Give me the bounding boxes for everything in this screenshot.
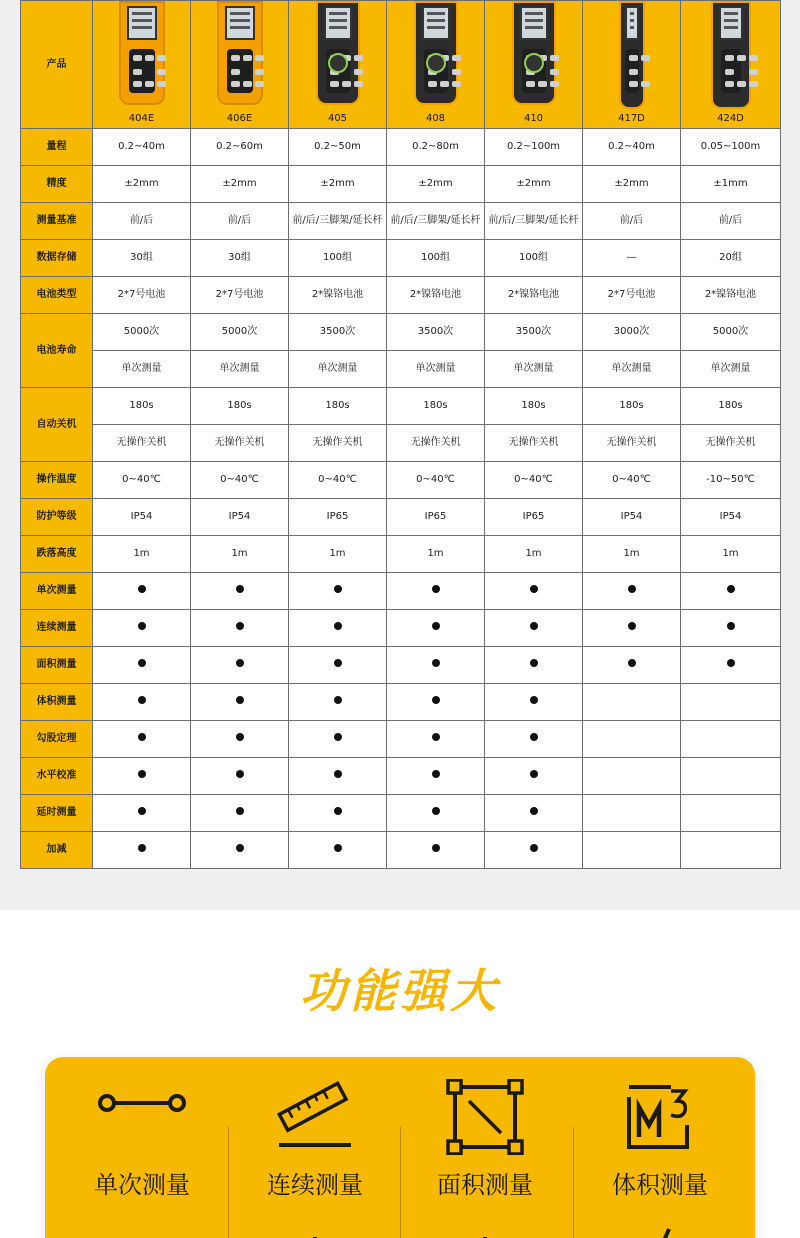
spec-cell: 0.2~40m xyxy=(583,129,681,166)
feature-label: 面积测量 xyxy=(437,1171,533,1199)
model-name: 404E xyxy=(128,113,155,124)
spec-cell: 单次测量 xyxy=(93,351,191,388)
feature-cell xyxy=(93,610,191,647)
device-keypad xyxy=(721,49,741,93)
supported-dot-icon xyxy=(432,733,440,741)
spec-cell: 0~40℃ xyxy=(191,462,289,499)
feature-label: 连续测量 xyxy=(267,1171,363,1199)
supported-dot-icon xyxy=(432,585,440,593)
feature-volume xyxy=(575,1057,745,1238)
spec-cell: 0~40℃ xyxy=(93,462,191,499)
spec-cell: 3500次 xyxy=(289,314,387,351)
supported-dot-icon xyxy=(530,659,538,667)
supported-dot-icon xyxy=(727,659,735,667)
supported-dot-icon xyxy=(334,844,342,852)
supported-dot-icon xyxy=(530,696,538,704)
feature-cell xyxy=(681,647,781,684)
supported-dot-icon xyxy=(138,696,146,704)
spec-cell: IP54 xyxy=(583,499,681,536)
spec-cell: 单次测量 xyxy=(191,351,289,388)
spec-cell: 1m xyxy=(93,536,191,573)
spec-cell: 单次测量 xyxy=(583,351,681,388)
supported-dot-icon xyxy=(236,659,244,667)
device-keypad xyxy=(129,49,155,93)
device-screen xyxy=(127,6,157,40)
volume-m3-icon xyxy=(625,1083,695,1153)
row-label: 量程 xyxy=(21,129,93,166)
supported-dot-icon xyxy=(432,696,440,704)
row-label: 操作温度 xyxy=(21,462,93,499)
spec-cell: — xyxy=(583,240,681,277)
feature-cell xyxy=(583,758,681,795)
device-keypad xyxy=(625,49,639,93)
feature-cell xyxy=(583,684,681,721)
feature-cell xyxy=(289,758,387,795)
feature-cell xyxy=(191,573,289,610)
spec-cell: 1m xyxy=(583,536,681,573)
spec-cell: 0.2~50m xyxy=(289,129,387,166)
feature-cell xyxy=(387,758,485,795)
spec-cell: 3000次 xyxy=(583,314,681,351)
device-button-ring xyxy=(524,53,544,73)
model-name: 405 xyxy=(327,113,348,124)
spec-cell: 单次测量 xyxy=(681,351,781,388)
model-name: 424D xyxy=(717,113,744,124)
supported-dot-icon xyxy=(432,622,440,630)
spec-cell: 0.2~100m xyxy=(485,129,583,166)
spec-cell: 2*7号电池 xyxy=(191,277,289,314)
row-label: 连续测量 xyxy=(21,610,93,647)
feature-single xyxy=(57,1057,227,1238)
model-name: 406E xyxy=(226,113,253,124)
spec-cell: IP54 xyxy=(93,499,191,536)
feature-cell xyxy=(289,832,387,869)
feature-cell xyxy=(583,795,681,832)
spec-cell: 0~40℃ xyxy=(289,462,387,499)
spec-cell: 3500次 xyxy=(485,314,583,351)
spec-cell: 1m xyxy=(681,536,781,573)
supported-dot-icon xyxy=(236,807,244,815)
model-name: 408 xyxy=(425,113,446,124)
row-label: 加减 xyxy=(21,832,93,869)
feature-cell xyxy=(485,610,583,647)
spec-cell: 1m xyxy=(387,536,485,573)
device-screen xyxy=(625,6,639,40)
spec-cell: 100组 xyxy=(387,240,485,277)
device-button-ring xyxy=(328,53,348,73)
feature-cell xyxy=(191,758,289,795)
laser-meter-image xyxy=(512,1,556,105)
feature-cell xyxy=(289,721,387,758)
spec-cell: 前/后 xyxy=(583,203,681,240)
row-label: 精度 xyxy=(21,166,93,203)
spec-cell: ±2mm xyxy=(289,166,387,203)
spec-cell: 100组 xyxy=(289,240,387,277)
supported-dot-icon xyxy=(530,622,538,630)
spec-cell: ±2mm xyxy=(485,166,583,203)
supported-dot-icon xyxy=(334,807,342,815)
spec-cell: 1m xyxy=(191,536,289,573)
supported-dot-icon xyxy=(530,733,538,741)
spec-cell: 2*镍铬电池 xyxy=(681,277,781,314)
spec-cell: 0.05~100m xyxy=(681,129,781,166)
feature-cell xyxy=(485,684,583,721)
laser-meter-image xyxy=(217,1,263,105)
feature-cell xyxy=(93,684,191,721)
feature-cell xyxy=(583,647,681,684)
spec-cell: 5000次 xyxy=(93,314,191,351)
product-cell xyxy=(191,1,289,129)
device-screen xyxy=(225,6,255,40)
row-label: 水平校准 xyxy=(21,758,93,795)
supported-dot-icon xyxy=(138,807,146,815)
spec-cell: 5000次 xyxy=(191,314,289,351)
product-cell xyxy=(93,1,191,129)
spec-cell: 100组 xyxy=(485,240,583,277)
feature-cell xyxy=(485,758,583,795)
laser-meter-image xyxy=(619,1,645,109)
feature-cell xyxy=(289,684,387,721)
single-measure-icon xyxy=(97,1083,187,1123)
feature-cell xyxy=(289,647,387,684)
spec-cell: 无操作关机 xyxy=(289,425,387,462)
device-screen xyxy=(520,6,548,40)
spec-cell: 0~40℃ xyxy=(583,462,681,499)
feature-cell xyxy=(681,721,781,758)
spec-cell: 180s xyxy=(289,388,387,425)
spec-cell: 无操作关机 xyxy=(191,425,289,462)
divider xyxy=(573,1127,574,1238)
feature-cell xyxy=(387,610,485,647)
feature-cell xyxy=(387,721,485,758)
feature-cell xyxy=(583,832,681,869)
feature-cell xyxy=(191,647,289,684)
product-cell xyxy=(387,1,485,129)
feature-cell xyxy=(289,573,387,610)
spec-cell: 5000次 xyxy=(681,314,781,351)
supported-dot-icon xyxy=(236,585,244,593)
supported-dot-icon xyxy=(334,585,342,593)
spec-cell: 1m xyxy=(485,536,583,573)
spec-cell: 无操作关机 xyxy=(681,425,781,462)
supported-dot-icon xyxy=(334,770,342,778)
partial-icon xyxy=(307,1217,327,1238)
spec-cell: 0.2~60m xyxy=(191,129,289,166)
supported-dot-icon xyxy=(530,585,538,593)
supported-dot-icon xyxy=(334,659,342,667)
feature-area xyxy=(400,1057,570,1238)
laser-meter-image xyxy=(119,1,165,105)
spec-cell: 单次测量 xyxy=(387,351,485,388)
supported-dot-icon xyxy=(530,770,538,778)
feature-panel xyxy=(45,1057,755,1238)
spec-cell: 无操作关机 xyxy=(93,425,191,462)
row-label: 延时测量 xyxy=(21,795,93,832)
product-cell xyxy=(485,1,583,129)
spec-cell: ±1mm xyxy=(681,166,781,203)
feature-cell xyxy=(93,758,191,795)
spec-cell: 2*镍铬电池 xyxy=(485,277,583,314)
feature-cell xyxy=(191,795,289,832)
product-cell xyxy=(681,1,781,129)
product-cell xyxy=(289,1,387,129)
row-label: 电池类型 xyxy=(21,277,93,314)
spec-cell: 20组 xyxy=(681,240,781,277)
spec-cell: 无操作关机 xyxy=(583,425,681,462)
feature-label: 体积测量 xyxy=(612,1171,708,1199)
spec-cell: 0.2~80m xyxy=(387,129,485,166)
feature-cell xyxy=(583,721,681,758)
feature-cell xyxy=(387,832,485,869)
supported-dot-icon xyxy=(138,622,146,630)
spec-cell: 2*7号电池 xyxy=(583,277,681,314)
model-name: 417D xyxy=(618,113,645,124)
spec-cell: IP65 xyxy=(485,499,583,536)
spec-cell: 2*镍铬电池 xyxy=(387,277,485,314)
row-label: 自动关机 xyxy=(21,388,93,462)
feature-cell xyxy=(583,610,681,647)
supported-dot-icon xyxy=(432,807,440,815)
device-button-ring xyxy=(426,53,446,73)
feature-cell xyxy=(681,795,781,832)
partial-icon xyxy=(135,1217,165,1238)
spec-cell: 30组 xyxy=(191,240,289,277)
spec-cell: IP54 xyxy=(191,499,289,536)
spec-cell: 前/后/三脚架/延长杆 xyxy=(485,203,583,240)
supported-dot-icon xyxy=(236,844,244,852)
spec-cell: -10~50℃ xyxy=(681,462,781,499)
supported-dot-icon xyxy=(628,622,636,630)
row-label: 电池寿命 xyxy=(21,314,93,388)
spec-cell: IP65 xyxy=(289,499,387,536)
spec-cell: 3500次 xyxy=(387,314,485,351)
supported-dot-icon xyxy=(138,733,146,741)
supported-dot-icon xyxy=(236,696,244,704)
spec-cell: 单次测量 xyxy=(485,351,583,388)
supported-dot-icon xyxy=(628,585,636,593)
divider xyxy=(228,1127,229,1238)
row-label: 测量基准 xyxy=(21,203,93,240)
row-label: 体积测量 xyxy=(21,684,93,721)
spec-cell: 前/后 xyxy=(681,203,781,240)
spec-cell: ±2mm xyxy=(191,166,289,203)
supported-dot-icon xyxy=(530,807,538,815)
spec-cell: 前/后/三脚架/延长杆 xyxy=(387,203,485,240)
spec-cell: 180s xyxy=(191,388,289,425)
spec-cell: 1m xyxy=(289,536,387,573)
spec-cell: IP65 xyxy=(387,499,485,536)
feature-cell xyxy=(93,795,191,832)
partial-icon xyxy=(477,1217,497,1238)
supported-dot-icon xyxy=(334,733,342,741)
spec-cell: 30组 xyxy=(93,240,191,277)
feature-cell xyxy=(93,721,191,758)
feature-cell xyxy=(191,610,289,647)
row-label: 产品 xyxy=(21,1,93,129)
partial-icon xyxy=(647,1217,677,1238)
spec-cell: 前/后/三脚架/延长杆 xyxy=(289,203,387,240)
supported-dot-icon xyxy=(334,696,342,704)
spec-cell: 单次测量 xyxy=(289,351,387,388)
supported-dot-icon xyxy=(432,770,440,778)
row-label: 单次测量 xyxy=(21,573,93,610)
spec-cell: 180s xyxy=(93,388,191,425)
feature-cell xyxy=(289,610,387,647)
feature-cell xyxy=(387,684,485,721)
spec-cell: 180s xyxy=(387,388,485,425)
spec-cell: 2*镍铬电池 xyxy=(289,277,387,314)
feature-cell xyxy=(485,721,583,758)
spec-cell: 180s xyxy=(583,388,681,425)
supported-dot-icon xyxy=(138,770,146,778)
laser-meter-image xyxy=(316,1,360,105)
row-label: 勾股定理 xyxy=(21,721,93,758)
area-icon xyxy=(445,1079,525,1155)
feature-cell xyxy=(681,610,781,647)
laser-meter-image xyxy=(414,1,458,105)
device-screen xyxy=(422,6,450,40)
feature-cell xyxy=(387,795,485,832)
feature-cell xyxy=(681,758,781,795)
spec-cell: 前/后 xyxy=(93,203,191,240)
spec-cell: ±2mm xyxy=(387,166,485,203)
feature-cell xyxy=(289,795,387,832)
spec-cell: 0.2~40m xyxy=(93,129,191,166)
row-label: 防护等级 xyxy=(21,499,93,536)
supported-dot-icon xyxy=(334,622,342,630)
feature-cell xyxy=(93,647,191,684)
device-keypad xyxy=(227,49,253,93)
feature-cell xyxy=(583,573,681,610)
supported-dot-icon xyxy=(236,770,244,778)
device-screen xyxy=(324,6,352,40)
spec-cell: 0~40℃ xyxy=(387,462,485,499)
product-cell xyxy=(583,1,681,129)
spec-table xyxy=(20,0,781,869)
spec-cell: 2*7号电池 xyxy=(93,277,191,314)
row-label: 数据存储 xyxy=(21,240,93,277)
supported-dot-icon xyxy=(628,659,636,667)
device-screen xyxy=(719,6,743,40)
feature-cell xyxy=(191,684,289,721)
feature-cell xyxy=(485,832,583,869)
feature-continuous xyxy=(230,1057,400,1238)
feature-cell xyxy=(681,832,781,869)
spec-cell: ±2mm xyxy=(93,166,191,203)
spec-cell: ±2mm xyxy=(583,166,681,203)
model-name: 410 xyxy=(523,113,544,124)
feature-cell xyxy=(191,832,289,869)
ruler-icon xyxy=(275,1079,355,1149)
supported-dot-icon xyxy=(432,844,440,852)
feature-cell xyxy=(93,573,191,610)
feature-cell xyxy=(485,795,583,832)
laser-meter-image xyxy=(711,1,751,109)
feature-cell xyxy=(485,573,583,610)
supported-dot-icon xyxy=(727,622,735,630)
spec-cell: 无操作关机 xyxy=(387,425,485,462)
supported-dot-icon xyxy=(530,844,538,852)
spec-cell: 前/后 xyxy=(191,203,289,240)
supported-dot-icon xyxy=(138,585,146,593)
supported-dot-icon xyxy=(727,585,735,593)
feature-cell xyxy=(387,573,485,610)
feature-cell xyxy=(681,684,781,721)
supported-dot-icon xyxy=(138,844,146,852)
feature-cell xyxy=(93,832,191,869)
spec-cell: IP54 xyxy=(681,499,781,536)
supported-dot-icon xyxy=(236,733,244,741)
feature-cell xyxy=(485,647,583,684)
feature-label: 单次测量 xyxy=(94,1171,190,1199)
row-label: 跌落高度 xyxy=(21,536,93,573)
supported-dot-icon xyxy=(138,659,146,667)
row-label: 面积测量 xyxy=(21,647,93,684)
feature-cell xyxy=(191,721,289,758)
section-title: 功能强大 xyxy=(300,964,500,1018)
supported-dot-icon xyxy=(432,659,440,667)
spec-cell: 180s xyxy=(485,388,583,425)
spec-cell: 无操作关机 xyxy=(485,425,583,462)
supported-dot-icon xyxy=(236,622,244,630)
spec-cell: 180s xyxy=(681,388,781,425)
feature-cell xyxy=(681,573,781,610)
spec-cell: 0~40℃ xyxy=(485,462,583,499)
feature-cell xyxy=(387,647,485,684)
